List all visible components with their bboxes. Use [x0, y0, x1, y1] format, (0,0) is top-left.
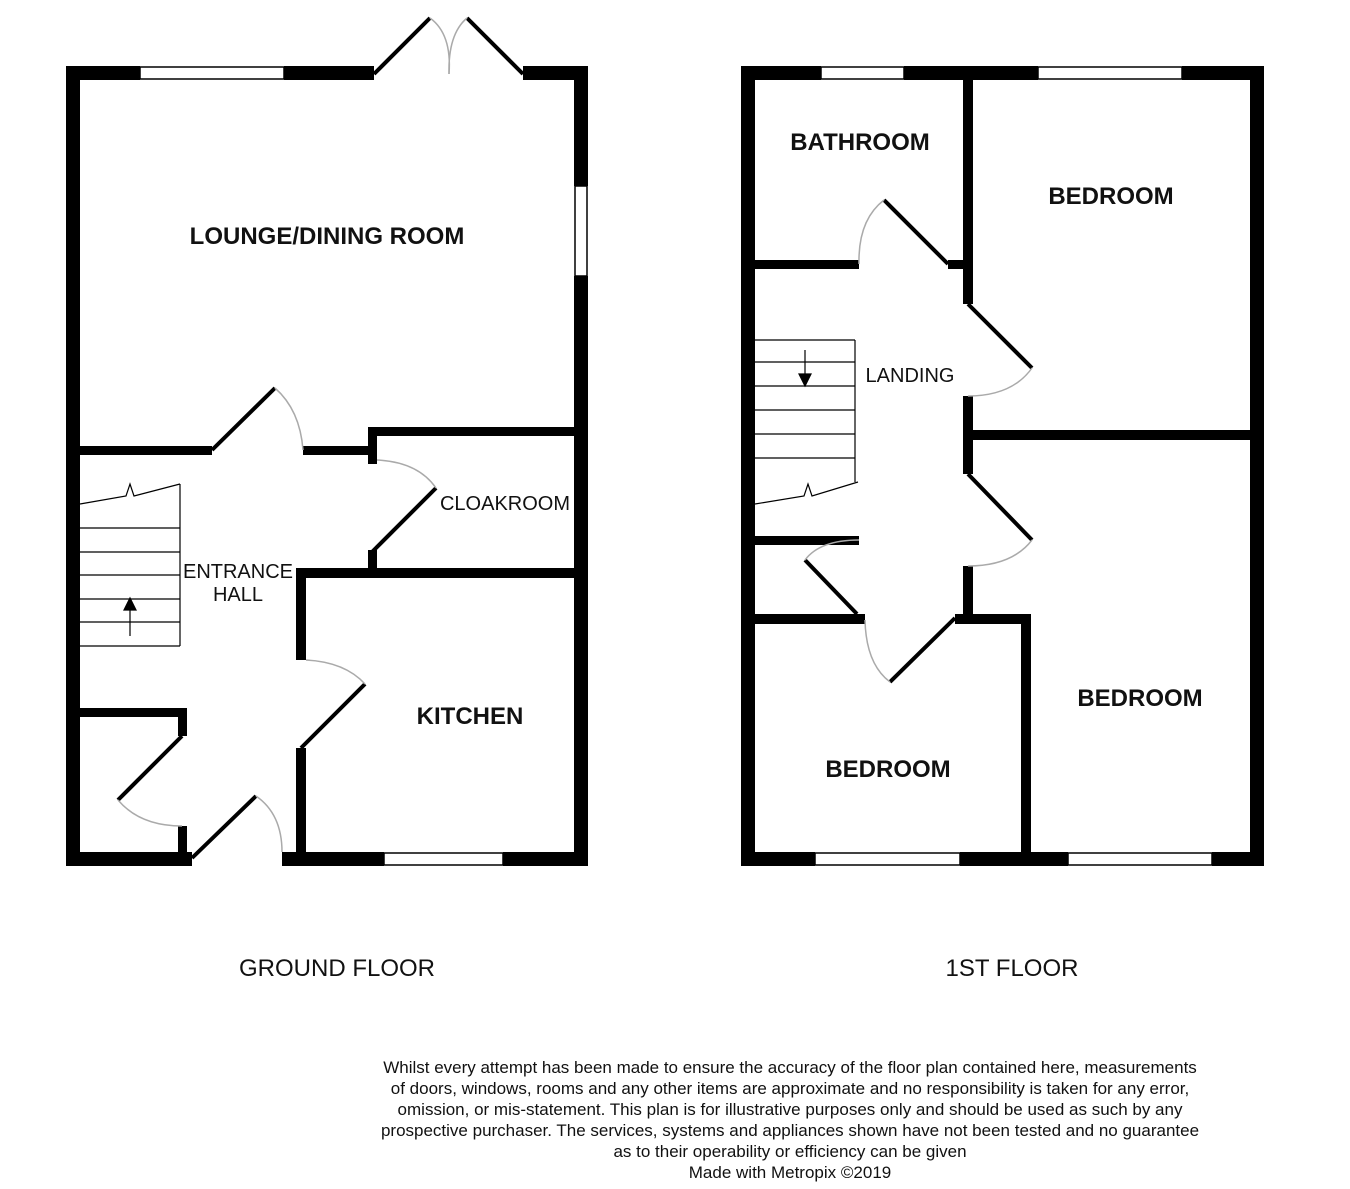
- room-label-bedroom-2: BEDROOM: [1077, 685, 1203, 712]
- room-label-landing: LANDING: [865, 365, 955, 387]
- disclaimer-text: [330, 1057, 1250, 1183]
- credit-line: Made with Metropix ©2019: [688, 1163, 892, 1182]
- first-floor-walls: [741, 66, 1264, 866]
- disclaimer-line: of doors, windows, rooms and any other items are approximate and no responsibility is taken for any error,: [390, 1079, 1190, 1098]
- first-floor-plan: [741, 66, 1264, 982]
- room-label-bathroom: BATHROOM: [790, 129, 930, 156]
- room-label-lounge: LOUNGE/DINING ROOM: [189, 223, 465, 250]
- floor-title-first: 1ST FLOOR: [945, 955, 1079, 982]
- room-label-bedroom-1: BEDROOM: [1048, 183, 1174, 210]
- room-label-entrance: ENTRANCE: [182, 561, 294, 583]
- disclaimer-line: omission, or mis-statement. This plan is for illustrative purposes only and should be used as such by any: [397, 1100, 1183, 1119]
- disclaimer-line: prospective purchaser. The services, systems and appliances shown have not been tested and no guarantee: [380, 1121, 1200, 1140]
- ground-floor-windows: [140, 67, 587, 865]
- room-label-hall: HALL: [212, 584, 264, 606]
- ground-floor-walls: [66, 66, 588, 866]
- floor-title-ground: GROUND FLOOR: [238, 955, 436, 982]
- ground-floor-plan: [66, 18, 588, 982]
- room-label-kitchen: KITCHEN: [416, 703, 524, 730]
- first-floor-doors: [805, 200, 1032, 682]
- room-label-bedroom-3: BEDROOM: [825, 756, 951, 783]
- first-floor-stairs: [755, 340, 858, 504]
- disclaimer-line: Whilst every attempt has been made to ensure the accuracy of the floor plan contained here, measurements: [383, 1058, 1197, 1077]
- disclaimer-line: as to their operability or efficiency can be given: [613, 1142, 967, 1161]
- ground-floor-stairs: [80, 484, 180, 646]
- room-label-cloakroom: CLOAKROOM: [439, 493, 571, 515]
